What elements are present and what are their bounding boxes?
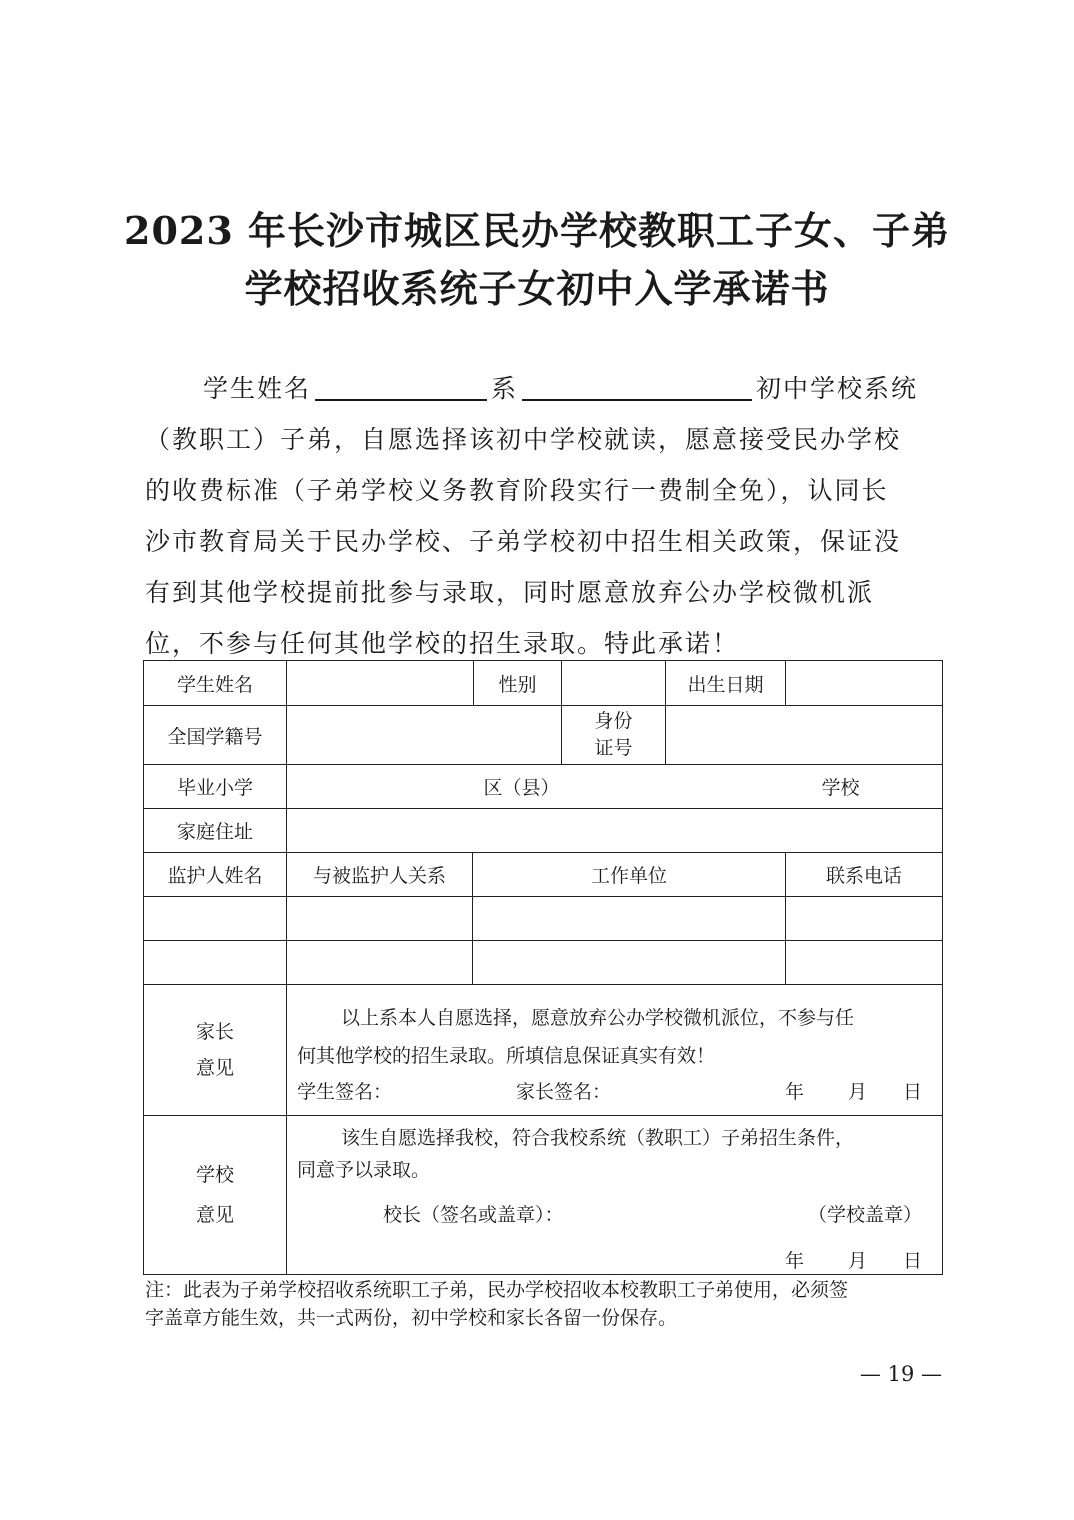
label-parent-signature: 家长签名： xyxy=(516,1081,612,1103)
table-row xyxy=(144,897,943,941)
pledge-line: 沙市教育局关于民办学校、子弟学校初中招生相关政策，保证没 xyxy=(145,527,902,556)
label-date-year: 年 xyxy=(784,1250,804,1272)
label-student-name: 学生姓名 xyxy=(144,661,287,706)
pledge-line: （教职工）子弟，自愿选择该初中学校就读，愿意接受民办学校 xyxy=(145,425,902,454)
label-date-day: 日 xyxy=(903,1250,923,1272)
relationship-field[interactable] xyxy=(287,941,473,985)
relationship-field[interactable] xyxy=(287,897,473,941)
table-row xyxy=(144,985,943,1116)
label-school: 学校 xyxy=(821,777,860,799)
phone-field[interactable] xyxy=(786,897,943,941)
label-relationship: 与被监护人关系 xyxy=(287,853,473,897)
guardian-name-field[interactable] xyxy=(144,897,287,941)
home-address-field[interactable] xyxy=(287,809,943,853)
primary-school-field[interactable] xyxy=(287,765,943,809)
table-row xyxy=(144,1116,943,1275)
page-number: — 19 — xyxy=(859,1362,942,1386)
label-work-unit: 工作单位 xyxy=(473,853,786,897)
label-date-year: 年 xyxy=(784,1081,804,1103)
pledge-label-student-name: 学生姓名 xyxy=(203,374,312,403)
pledge-text-after-blank: 初中学校系统 xyxy=(756,374,919,403)
label-home-address: 家庭住址 xyxy=(144,809,287,853)
label-date-month: 月 xyxy=(847,1081,867,1103)
school-opinion-text-line-1: 该生自愿选择我校，符合我校系统（教职工）子弟招生条件， xyxy=(341,1127,855,1149)
pledge-line: 有到其他学校提前批参与录取，同时愿意放弃公办学校微机派 xyxy=(145,578,875,607)
table-row xyxy=(144,941,943,985)
birth-date-field[interactable] xyxy=(786,661,943,706)
label-student-signature: 学生签名： xyxy=(297,1081,393,1103)
table-row xyxy=(144,765,943,809)
document-title-line-2: 学校招收系统子女初中入学承诺书 xyxy=(244,266,830,311)
table-row xyxy=(144,853,943,897)
id-number-field[interactable] xyxy=(666,706,943,765)
label-parent-opinion: 家长 意见 xyxy=(144,985,287,1116)
pledge-line: 的收费标准（子弟学校义务教育阶段实行一费制全免），认同长 xyxy=(145,476,889,505)
label-school-opinion: 学校 意见 xyxy=(144,1116,287,1275)
label-guardian-name: 监护人姓名 xyxy=(144,853,287,897)
enrollment-form-table xyxy=(143,660,943,1275)
work-unit-field[interactable] xyxy=(473,941,786,985)
label-id-number: 身份 证号 xyxy=(562,706,666,765)
footnote-line-1: 注：此表为子弟学校招收系统职工子弟，民办学校招收本校教职工子弟使用，必须签 xyxy=(145,1279,849,1301)
label-school-seal: （学校盖章） xyxy=(808,1204,923,1226)
label-date-day: 日 xyxy=(903,1081,923,1103)
table-row xyxy=(144,706,943,765)
label-district: 区（县） xyxy=(483,777,560,799)
label-phone: 联系电话 xyxy=(786,853,943,897)
student-name-blank[interactable] xyxy=(315,371,487,401)
footnote xyxy=(145,1276,945,1332)
school-opinion-field[interactable] xyxy=(287,1116,943,1275)
parent-opinion-text-line-2: 何其他学校的招生录取。所填信息保证真实有效！ xyxy=(297,1045,716,1067)
work-unit-field[interactable] xyxy=(473,897,786,941)
pledge-line: 位，不参与任何其他学校的招生录取。特此承诺！ xyxy=(145,629,740,658)
pledge-paragraph xyxy=(145,414,955,669)
student-number-field[interactable] xyxy=(287,706,562,765)
table-row xyxy=(144,809,943,853)
document-title-line-1: 2023 年长沙市城区民办学校教职工子女、子弟 xyxy=(124,208,950,253)
label-gender: 性别 xyxy=(498,673,537,696)
pledge-label-system: 系 xyxy=(491,374,519,403)
school-opinion-text-line-2: 同意予以录取。 xyxy=(297,1159,431,1181)
pledge-first-line xyxy=(145,363,942,414)
label-primary-school: 毕业小学 xyxy=(144,765,287,809)
label-date-month: 月 xyxy=(847,1250,867,1272)
parent-opinion-field[interactable] xyxy=(287,985,943,1116)
student-name-field[interactable] xyxy=(287,661,562,706)
footnote-line-2: 字盖章方能生效，共一式两份，初中学校和家长各留一份保存。 xyxy=(145,1307,678,1329)
label-principal: 校长（签名或盖章）： xyxy=(383,1204,564,1226)
table-row xyxy=(144,661,943,706)
gender-field[interactable] xyxy=(562,661,666,706)
label-birth-date: 出生日期 xyxy=(666,661,786,706)
system-name-blank[interactable] xyxy=(522,371,752,401)
guardian-name-field[interactable] xyxy=(144,941,287,985)
label-student-number: 全国学籍号 xyxy=(144,706,287,765)
parent-opinion-text-line-1: 以上系本人自愿选择，愿意放弃公办学校微机派位，不参与任 xyxy=(341,1007,855,1029)
phone-field[interactable] xyxy=(786,941,943,985)
